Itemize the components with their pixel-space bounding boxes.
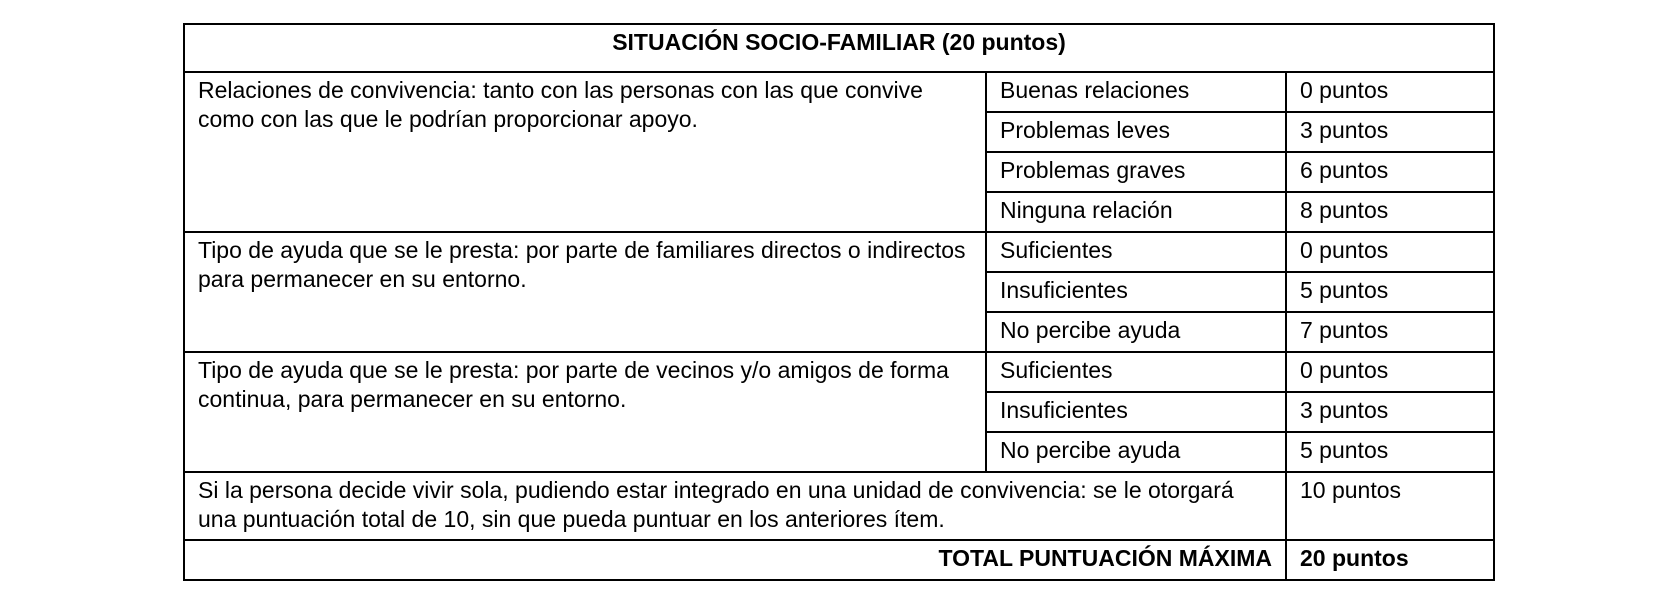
total-row — [184, 540, 1494, 580]
criterion-description: Relaciones de convivencia: tanto con las personas con las que convive como con las que le podrían proporcionar apoyo. — [184, 72, 986, 232]
option-points: 0 puntos — [1286, 232, 1494, 272]
option-points: 0 puntos — [1286, 72, 1494, 112]
option-label: Insuficientes — [986, 392, 1286, 432]
option-points: 3 puntos — [1286, 392, 1494, 432]
option-points: 5 puntos — [1286, 272, 1494, 312]
criterion-description: Tipo de ayuda que se le presta: por parte de familiares directos o indirectos para permanecer en su entorno. — [184, 232, 986, 352]
table-row — [184, 72, 1494, 112]
option-points: 8 puntos — [1286, 192, 1494, 232]
option-label: Suficientes — [986, 232, 1286, 272]
table-title-row — [184, 24, 1494, 72]
solo-points: 10 puntos — [1286, 472, 1494, 540]
criterion-description: Tipo de ayuda que se le presta: por parte de vecinos y/o amigos de forma continua, para permanecer en su entorno. — [184, 352, 986, 472]
option-label: Ninguna relación — [986, 192, 1286, 232]
total-label: TOTAL PUNTUACIÓN MÁXIMA — [184, 540, 1286, 580]
table-title: SITUACIÓN SOCIO-FAMILIAR (20 puntos) — [184, 24, 1494, 72]
option-points: 6 puntos — [1286, 152, 1494, 192]
option-label: No percibe ayuda — [986, 312, 1286, 352]
table-row — [184, 232, 1494, 272]
socio-familiar-scoring-table — [183, 23, 1495, 581]
solo-description: Si la persona decide vivir sola, pudiendo estar integrado en una unidad de convivencia: se le otorgará una puntuación total de 10, sin que pueda puntuar en los anteriores ítem. — [184, 472, 1286, 540]
option-points: 3 puntos — [1286, 112, 1494, 152]
option-label: Problemas graves — [986, 152, 1286, 192]
total-points: 20 puntos — [1286, 540, 1494, 580]
option-label: Suficientes — [986, 352, 1286, 392]
option-points: 7 puntos — [1286, 312, 1494, 352]
table-row — [184, 352, 1494, 392]
option-label: No percibe ayuda — [986, 432, 1286, 472]
option-label: Buenas relaciones — [986, 72, 1286, 112]
table-row — [184, 472, 1494, 540]
option-points: 0 puntos — [1286, 352, 1494, 392]
option-points: 5 puntos — [1286, 432, 1494, 472]
option-label: Problemas leves — [986, 112, 1286, 152]
option-label: Insuficientes — [986, 272, 1286, 312]
